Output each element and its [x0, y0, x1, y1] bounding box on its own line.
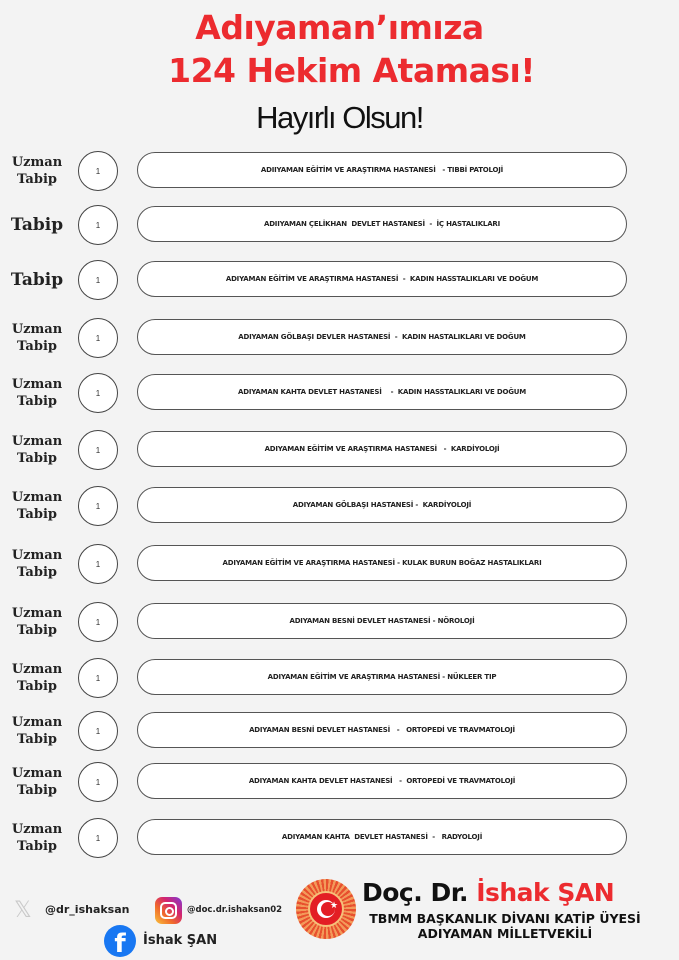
page-title-line2: 124 Hekim Ataması!	[168, 51, 535, 90]
seal-center	[308, 891, 344, 927]
facebook-icon: f	[104, 925, 136, 957]
appointment-row	[0, 658, 679, 698]
doctor-title: Uzman Tabip	[11, 155, 63, 187]
facebook-name[interactable]: İshak ŞAN	[143, 933, 218, 948]
hospital-department: ADIYAMAN KAHTA DEVLET HASTANESİ - ORTOPEDİ VE TRAVMATOLOJİ	[137, 763, 627, 799]
appointment-count: 1	[78, 430, 118, 470]
appointment-row	[0, 544, 679, 584]
role-line1: TBMM BAŞKANLIK DİVANI KATİP ÜYESİ	[369, 911, 641, 926]
doctor-title: Uzman Tabip	[11, 548, 63, 580]
doctor-title: Uzman Tabip	[11, 434, 63, 466]
appointment-count: 1	[78, 658, 118, 698]
hospital-department: ADIYAMAN BESNİ DEVLET HASTANESİ - ORTOPEDİ VE TRAVMATOLOJİ	[137, 712, 627, 748]
doctor-title: Tabip	[10, 214, 64, 235]
appointment-row	[0, 318, 679, 358]
appointment-count: 1	[78, 318, 118, 358]
x-handle[interactable]: @dr_ishaksan	[45, 903, 130, 916]
hospital-department: ADIYAMAN KAHTA DEVLET HASTANESİ - KADIN HASSTALIKLARI VE DOĞUM	[137, 374, 627, 410]
hospital-department: ADIYAMAN EĞİTİM VE ARAŞTIRMA HASTANESİ - KARDİYOLOJİ	[137, 431, 627, 467]
appointment-row	[0, 373, 679, 413]
appointment-row	[0, 818, 679, 858]
doctor-title: Uzman Tabip	[11, 490, 63, 522]
appointment-row	[0, 430, 679, 470]
appointment-row	[0, 602, 679, 642]
hospital-department: ADIYAMAN GÖLBAŞI DEVLER HASTANESİ - KADIN HASTALIKLARI VE DOĞUM	[137, 319, 627, 355]
doctor-title: Tabip	[10, 269, 64, 290]
doctor-title: Uzman Tabip	[11, 606, 63, 638]
hospital-department: ADIIYAMAN ÇELİKHAN DEVLET HASTANESİ - İÇ HASTALIKLARI	[137, 206, 627, 242]
doctor-title: Uzman Tabip	[11, 715, 63, 747]
appointment-count: 1	[78, 711, 118, 751]
name-main: İshak ŞAN	[476, 878, 615, 907]
doctor-title: Uzman Tabip	[11, 377, 63, 409]
hospital-department: ADIYAMAN EĞİTİM VE ARAŞTIRMA HASTANESİ - KULAK BURUN BOĞAZ HASTALIKLARI	[137, 545, 627, 581]
appointment-count: 1	[78, 762, 118, 802]
appointment-count: 1	[78, 205, 118, 245]
appointment-count: 1	[78, 486, 118, 526]
hospital-department: ADIYAMAN EĞİTİM VE ARAŞTIRMA HASTANESİ - KADIN HASSTALIKLARI VE DOĞUM	[137, 261, 627, 297]
star-icon: ★	[330, 901, 339, 911]
appointment-count: 1	[78, 544, 118, 584]
hospital-department: ADIYAMAN EĞİTİM VE ARAŞTIRMA HASTANESİ - NÜKLEER TIP	[137, 659, 627, 695]
name-prefix: Doç. Dr.	[362, 878, 468, 907]
hospital-department: ADIIYAMAN EĞİTİM VE ARAŞTIRMA HASTANESİ - TIBBİ PATOLOJİ	[137, 152, 627, 188]
hospital-department: ADIYAMAN BESNİ DEVLET HASTANESİ - NÖROLOJİ	[137, 603, 627, 639]
hospital-department: ADIYAMAN KAHTA DEVLET HASTANESİ - RADYOLOJİ	[137, 819, 627, 855]
appointment-count: 1	[78, 260, 118, 300]
doctor-title: Uzman Tabip	[11, 822, 63, 854]
appointment-row	[0, 260, 679, 300]
appointment-row	[0, 205, 679, 245]
appointment-count: 1	[78, 151, 118, 191]
tbmm-seal-icon	[296, 879, 356, 939]
appointment-row	[0, 151, 679, 191]
doctor-title: Uzman Tabip	[11, 662, 63, 694]
appointment-count: 1	[78, 818, 118, 858]
appointment-row	[0, 486, 679, 526]
signature-name	[362, 878, 614, 907]
instagram-handle[interactable]: @doc.dr.ishaksan02	[187, 905, 283, 915]
appointment-row	[0, 762, 679, 802]
appointment-row	[0, 711, 679, 751]
instagram-icon	[155, 897, 182, 924]
x-logo-icon: 𝕏	[14, 898, 32, 923]
appointment-count: 1	[78, 602, 118, 642]
role-line2: ADIYAMAN MİLLETVEKİLİ	[417, 926, 593, 941]
appointment-count: 1	[78, 373, 118, 413]
page-subtitle: Hayırlı Olsun!	[256, 100, 423, 135]
doctor-title: Uzman Tabip	[11, 766, 63, 798]
hospital-department: ADIYAMAN GÖLBAŞI HASTANESİ - KARDİYOLOJİ	[137, 487, 627, 523]
doctor-title: Uzman Tabip	[11, 322, 63, 354]
page-title-line1: Adıyaman’ımıza	[195, 8, 484, 47]
